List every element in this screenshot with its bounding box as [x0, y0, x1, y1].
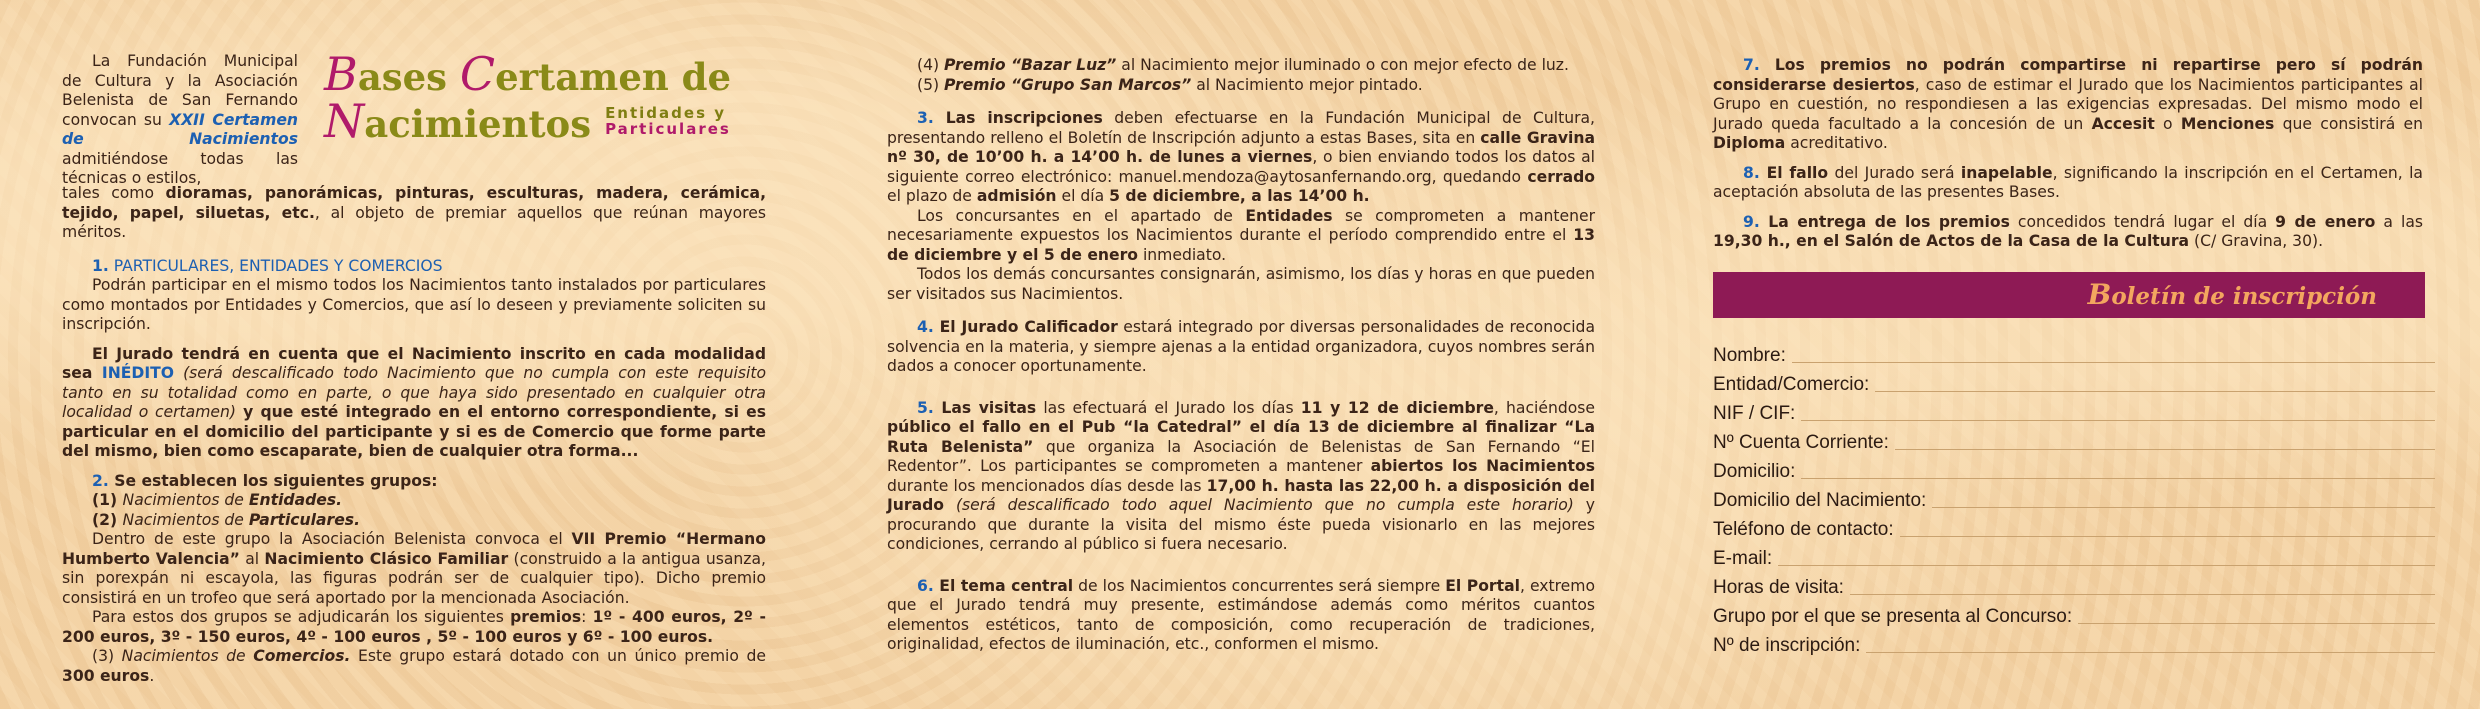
- s5-abiertos: abiertos los Nacimientos: [1370, 457, 1595, 475]
- title-word-3: acimientos: [364, 102, 592, 146]
- inedito-label: INÉDITO: [101, 364, 175, 382]
- form-field-label: Domicilio del Nacimiento:: [1713, 490, 1927, 511]
- s5-hours: 17,00 h. hasta las 22,00 h. a disposición del Jurado: [887, 476, 1595, 514]
- section-1-title: PARTICULARES, ENTIDADES Y COMERCIOS: [108, 256, 443, 275]
- group-label: Nacimientos de: [122, 491, 249, 509]
- form-field[interactable]: [1713, 541, 2425, 570]
- banner-title: oletín de inscripción: [2111, 283, 2377, 310]
- s2-text: al: [239, 549, 265, 568]
- prizes-colon: :: [581, 608, 593, 626]
- form-field-label: Domicilio:: [1713, 461, 1796, 482]
- form-field-line[interactable]: [1932, 507, 2435, 508]
- s3-deadline: 5 de diciembre, a las 14’00 h.: [1109, 187, 1370, 205]
- group-3-text: Este grupo estará dotado con un único premio de: [350, 647, 766, 665]
- s8-inapelable: inapelable: [1960, 163, 2053, 182]
- section-3b: [887, 207, 1595, 266]
- group-num: (3): [92, 647, 122, 665]
- group-1: [62, 491, 766, 511]
- intro-cont-end: , al objeto de premiar aquellos que reúnan mayores méritos.: [62, 203, 766, 241]
- section-5: [887, 399, 1595, 555]
- section-3: [887, 109, 1595, 207]
- jury-note: (será descalificado todo Nacimiento que no cumpla con este requisito tanto en su totalidad como en parte, o que haya sido presentado en cualquier otra localidad o certamen): [62, 364, 766, 421]
- s3-text: deben efectuarse en la Fundación Municipal de Cultura, presentando relleno el Boletín de Inscripción adjunto a estas Bases, sita en: [887, 109, 1596, 147]
- s3-cerrado: cerrado: [1527, 167, 1595, 186]
- subtitle-line-1: Entidades y: [605, 104, 726, 122]
- form-field-label: Entidad/Comercio:: [1713, 374, 1870, 395]
- group-num: (1): [92, 491, 123, 509]
- title-word-1: ases: [357, 55, 460, 99]
- section-number: 4.: [917, 318, 934, 336]
- title-word-2: ertamen de: [495, 55, 732, 99]
- s9-text: concedidos tendrá lugar el día: [2009, 212, 2276, 231]
- certamen-name: XXII Certamen de Nacimientos: [62, 110, 298, 148]
- group-3-amount: 300 euros: [62, 666, 150, 685]
- s7-accesit: Accesit: [2091, 114, 2155, 133]
- s3b-text: se comprometen a mantener necesariamente expuestos los Nacimientos durante el período comprendido entre el: [887, 206, 1595, 244]
- section-number: 6.: [917, 576, 934, 595]
- s3-title: Las inscripciones: [933, 109, 1103, 127]
- title-cap-c: C: [459, 47, 496, 101]
- s3b-text: Los concursantes en el apartado de: [917, 206, 1246, 225]
- section-number: 1.: [92, 256, 109, 275]
- s5-fallo: público el fallo en el Pub “la Catedral” el día 13 de diciembre al finalizar “La Ruta Belenista”: [887, 418, 1595, 456]
- form-field-label: NIF / CIF:: [1713, 403, 1796, 424]
- form-field[interactable]: [1713, 454, 2425, 483]
- form-field-line[interactable]: [1801, 478, 2435, 479]
- banner-cap: B: [2087, 278, 2112, 311]
- section-number: 5.: [917, 398, 934, 417]
- form-field-line[interactable]: [1801, 420, 2435, 421]
- group-name: Comercios.: [253, 647, 351, 665]
- form-field-line[interactable]: [1850, 594, 2435, 595]
- s6-end: , extremo que el Jurado tendrá muy presente, estimándose además como méritos cuantos elementos estéticos, tanto de composición, como recuperación de tradiciones, originalidad, efectos de iluminación, etc., conformen el mismo.: [887, 576, 1595, 653]
- s5-text: las efectuará el Jurado los días: [1036, 398, 1301, 417]
- s3b-end: inmediato.: [1138, 245, 1227, 264]
- section-4: [887, 318, 1595, 377]
- intro-text-end: admitiéndose todas las técnicas o estilos,: [62, 149, 298, 187]
- form-field[interactable]: [1713, 483, 2425, 512]
- form-field-line[interactable]: [1866, 652, 2435, 653]
- prize-num: (4): [917, 56, 945, 74]
- form-field[interactable]: [1713, 425, 2425, 454]
- s7-text: que consistirá en: [2274, 114, 2423, 133]
- group-label: Nacimientos de: [121, 647, 254, 665]
- registration-banner: [1713, 272, 2425, 318]
- s5-text: , haciéndose: [1493, 398, 1595, 417]
- s3b-dates: 13 de diciembre y el 5 de enero: [887, 226, 1595, 264]
- s6-portal: El Portal: [1445, 576, 1520, 595]
- s7-end: acreditativo.: [1785, 134, 1888, 152]
- section-7: [1713, 56, 2423, 154]
- section-8: [1713, 164, 2423, 203]
- s8-title: El fallo: [1759, 163, 1829, 182]
- s7-text: , caso de estimar el Jurado que los Nacimientos participantes al Grupo en cuestión, no respondiesen a las exigencias expresadas. Del mismo modo el Jurado queda facultado a la concesión de un: [1713, 75, 2424, 133]
- jury-text-end: y que esté integrado en el entorno correspondiente, si es particular en el domicilio del participante y si es de Comercio que forme parte del mismo, bien como escaparate, bien de cualquier otra forma...: [62, 403, 766, 460]
- column-3: [1713, 56, 2423, 262]
- prize-desc: al Nacimiento mejor iluminado o con mejor efecto de luz.: [1116, 56, 1569, 74]
- section-2-prizes: [62, 608, 766, 647]
- section-2-title: Se establecen los siguientes grupos:: [108, 471, 438, 490]
- s3-text: el plazo de: [887, 187, 977, 205]
- s2-text: Dentro de este grupo la Asociación Belenista convoca el: [92, 530, 572, 548]
- column-2: [887, 56, 1595, 665]
- section-number: 3.: [917, 109, 934, 127]
- jury-text: El Jurado tendrá en cuenta que el Nacimiento inscrito en cada modalidad sea: [62, 344, 766, 382]
- form-field[interactable]: [1713, 599, 2425, 628]
- prizes-text: Para estos dos grupos se adjudicarán los siguientes: [92, 608, 511, 626]
- s9-title: La entrega de los premios: [1759, 212, 2010, 231]
- form-field[interactable]: [1713, 570, 2425, 599]
- subtitle-line-2: Particulares: [605, 120, 731, 138]
- section-3c: Todos los demás concursantes consignarán, asimismo, los días y horas en que pueden ser visitados sus Nacimientos.: [887, 265, 1595, 303]
- prizes-amounts: 1º - 400 euros, 2º - 200 euros, 3º - 150 euros, 4º - 100 euros , 5º - 100 euros y 6º - 100 euros.: [62, 608, 766, 646]
- section-2-heading: [62, 472, 766, 492]
- s9-venue: 19,30 h., en el Salón de Actos de la Casa de la Cultura: [1713, 232, 2190, 250]
- s7-diploma: Diploma: [1713, 134, 1786, 152]
- s2-text-end: (construido a la antigua usanza, sin porexpán ni escayola, las figuras podrán ser de cualquier tipo). Dicho premio consistirá en un trofeo que será aportado por la mencionada Asociación.: [62, 549, 766, 607]
- form-field-line[interactable]: [2078, 623, 2435, 624]
- s5-note: (será descalificado todo aquel Nacimiento que no cumpla este horario): [944, 496, 1574, 514]
- form-field-line[interactable]: [1895, 449, 2435, 450]
- section-6: [887, 577, 1595, 655]
- premio-name: VII Premio “Hermano Humberto Valencia”: [62, 530, 766, 568]
- s5-end: y procurando que durante la visita del mismo éste pueda visionarlo en las mejores condiciones, cerrando al público si fuera necesario.: [887, 496, 1596, 553]
- section-2-body: [62, 530, 766, 608]
- group-num: (2): [92, 510, 123, 529]
- group-3-end: .: [149, 666, 155, 685]
- form-field-label: Horas de visita:: [1713, 577, 1844, 598]
- s9-end: (C/ Gravina, 30).: [2189, 232, 2324, 250]
- form-field[interactable]: [1713, 338, 2425, 367]
- s4-title: El Jurado Calificador: [933, 318, 1118, 336]
- section-number: 2.: [92, 471, 109, 490]
- section-number: 7.: [1743, 56, 1760, 74]
- section-1-jury: [62, 345, 766, 462]
- s7-title: Los premios no podrán compartirse ni repartirse pero sí podrán considerarse desiertos: [1713, 56, 2423, 94]
- s5-title: Las visitas: [933, 398, 1037, 417]
- section-1-heading: [62, 257, 766, 277]
- s3-text: el día: [1056, 187, 1110, 205]
- s4-text: estará integrado por diversas personalidades de reconocida solvencia en la materia, y siempre ajenas a la entidad organizadora, cuyos nombres serán dados a conocer oportunamente.: [887, 318, 1595, 375]
- prize-desc: al Nacimiento mejor pintado.: [1191, 75, 1423, 94]
- premio-category: Nacimiento Clásico Familiar: [264, 549, 509, 568]
- s5-dates: 11 y 12 de diciembre: [1300, 398, 1494, 417]
- s3-address: calle Gravina nº 30, de 10’00 h. a 14’00 h. de lunes a viernes: [887, 128, 1595, 166]
- subtitle: [605, 105, 731, 137]
- registration-form: [1713, 338, 2425, 657]
- group-3: [62, 647, 766, 686]
- group-name: Entidades.: [248, 491, 343, 509]
- group-label: Nacimientos de: [122, 510, 249, 529]
- intro-block: [62, 47, 766, 196]
- form-field-label: Teléfono de contacto:: [1713, 519, 1894, 540]
- group-name: Particulares.: [248, 510, 360, 529]
- s6-text: de los Nacimientos concurrentes será siempre: [1073, 576, 1446, 595]
- title-cap-b: B: [324, 47, 358, 101]
- form-field-label: Grupo por el que se presenta al Concurso:: [1713, 606, 2073, 627]
- form-field-line[interactable]: [1792, 362, 2435, 363]
- prize-name: Premio “Bazar Luz”: [944, 56, 1117, 74]
- prizes-label: premios: [510, 608, 582, 626]
- intro-paragraph: [62, 52, 298, 189]
- group-2: [62, 511, 766, 531]
- s3-admision: admisión: [976, 187, 1057, 205]
- form-field-label: Nº Cuenta Corriente:: [1713, 432, 1889, 453]
- form-field[interactable]: [1713, 367, 2425, 396]
- section-number: 8.: [1743, 163, 1760, 182]
- s5-text: durante los mencionados días desde las: [887, 476, 1207, 495]
- s3-text: , o bien enviando todos los datos al siguiente correo electrónico: manuel.mendoza@aytosanfernando.org, quedando: [887, 148, 1596, 186]
- title-cap-n: N: [324, 94, 365, 148]
- s3b-entidades: Entidades: [1245, 206, 1333, 225]
- form-field[interactable]: [1713, 628, 2425, 657]
- prize-5: [887, 76, 1595, 96]
- section-9: [1713, 213, 2423, 252]
- page-title: [324, 47, 784, 148]
- form-field[interactable]: [1713, 512, 2425, 541]
- s6-title: El tema central: [933, 576, 1074, 595]
- prize-4: [887, 56, 1595, 76]
- form-field-line[interactable]: [1778, 565, 2435, 566]
- section-1-body: Podrán participar en el mismo todos los Nacimientos tanto instalados por particulares como montados por Entidades y Comercios, que así lo deseen y previamente soliciten su inscripción.: [62, 276, 766, 333]
- s7-text: o: [2154, 114, 2181, 133]
- techniques-list: dioramas, panorámicas, pinturas, esculturas, madera, cerámica, tejido, papel, siluetas, etc.: [62, 184, 766, 222]
- s9-text: a las: [2375, 212, 2424, 231]
- s5-text: que organiza la Asociación de Belenistas de San Fernando “El Redentor”. Los participantes se comprometen a mantener: [887, 437, 1595, 475]
- s7-menciones: Menciones: [2180, 114, 2275, 133]
- s9-date: 9 de enero: [2275, 212, 2376, 231]
- intro-text: La Fundación Municipal de Cultura y la Asociación Belenista de San Fernando convocan su: [62, 52, 298, 129]
- s8-text: del Jurado será: [1828, 163, 1961, 182]
- form-field-line[interactable]: [1875, 391, 2435, 392]
- prize-num: (5): [917, 75, 945, 94]
- s8-end: , significando la inscripción en el Certamen, la aceptación absoluta de las presentes Bases.: [1713, 163, 2423, 201]
- form-field[interactable]: [1713, 396, 2425, 425]
- intro-cont-text: tales como: [62, 184, 166, 202]
- form-field-label: Nº de inscripción:: [1713, 635, 1861, 656]
- prize-name: Premio “Grupo San Marcos”: [944, 75, 1192, 94]
- form-field-label: E-mail:: [1713, 548, 1773, 569]
- form-field-label: Nombre:: [1713, 345, 1786, 366]
- form-field-line[interactable]: [1900, 536, 2435, 537]
- column-1: [62, 47, 766, 696]
- section-number: 9.: [1743, 212, 1760, 231]
